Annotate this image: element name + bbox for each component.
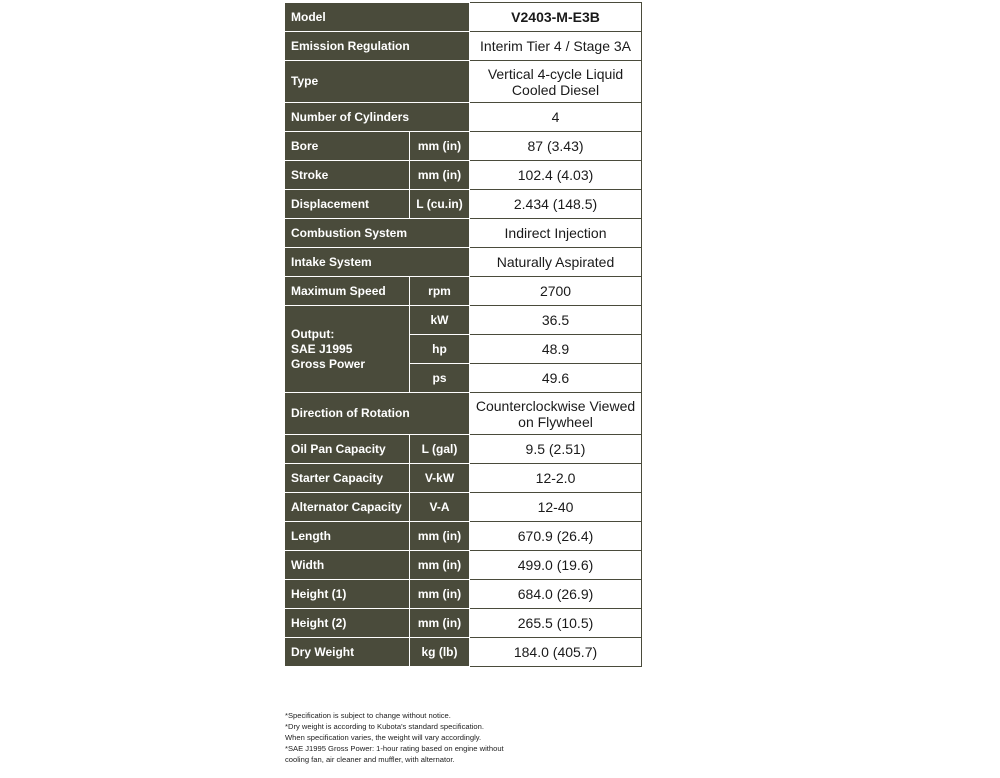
output-kw-unit: kW: [410, 306, 470, 335]
output-hp-unit: hp: [410, 335, 470, 364]
starter-unit: V-kW: [410, 464, 470, 493]
dry-weight-label: Dry Weight: [285, 638, 410, 667]
footnote: *SAE J1995 Gross Power: 1-hour rating based on engine without: [285, 744, 504, 753]
row-height2: [285, 609, 642, 638]
row-oil-pan: [285, 435, 642, 464]
footnote: When specification varies, the weight will vary accordingly.: [285, 733, 482, 742]
row-combustion: [285, 219, 642, 248]
stroke-label: Stroke: [285, 161, 410, 190]
displacement-label: Displacement: [285, 190, 410, 219]
dry-weight-value: 184.0 (405.7): [470, 638, 642, 667]
row-starter: [285, 464, 642, 493]
type-label: Type: [285, 61, 470, 103]
row-cylinders: [285, 103, 642, 132]
dry-weight-unit: kg (lb): [410, 638, 470, 667]
row-length: [285, 522, 642, 551]
row-emission: [285, 32, 642, 61]
type-value-line1: Vertical 4-cycle Liquid: [487, 65, 624, 82]
emission-label: Emission Regulation: [285, 32, 470, 61]
height2-label: Height (2): [285, 609, 410, 638]
max-speed-value: 2700: [470, 277, 642, 306]
output-ps-value: 49.6: [470, 364, 642, 393]
row-alternator: [285, 493, 642, 522]
bore-value: 87 (3.43): [470, 132, 642, 161]
starter-label: Starter Capacity: [285, 464, 410, 493]
output-hp-value: 48.9: [470, 335, 642, 364]
row-stroke: [285, 161, 642, 190]
height2-value: 265.5 (10.5): [470, 609, 642, 638]
displacement-value: 2.434 (148.5): [470, 190, 642, 219]
footnote: *Specification is subject to change without notice.: [285, 711, 451, 720]
height2-unit: mm (in): [410, 609, 470, 638]
alternator-label: Alternator Capacity: [285, 493, 410, 522]
output-kw-value: 36.5: [470, 306, 642, 335]
row-rotation: [285, 393, 642, 435]
alternator-value: 12-40: [470, 493, 642, 522]
output-label-line1: Output:: [291, 326, 335, 341]
rotation-value-line2: on Flywheel: [518, 413, 593, 430]
cylinders-label: Number of Cylinders: [285, 103, 470, 132]
starter-value: 12-2.0: [470, 464, 642, 493]
output-label-line2: SAE J1995: [291, 341, 353, 356]
height1-unit: mm (in): [410, 580, 470, 609]
oil-pan-label: Oil Pan Capacity: [285, 435, 410, 464]
row-height1: [285, 580, 642, 609]
model-label: Model: [285, 3, 470, 32]
type-value: [470, 61, 642, 103]
oil-pan-value: 9.5 (2.51): [470, 435, 642, 464]
stroke-unit: mm (in): [410, 161, 470, 190]
row-intake: [285, 248, 642, 277]
cylinders-value: 4: [470, 103, 642, 132]
intake-label: Intake System: [285, 248, 470, 277]
bore-label: Bore: [285, 132, 410, 161]
length-value: 670.9 (26.4): [470, 522, 642, 551]
row-max-speed: [285, 277, 642, 306]
intake-value: Naturally Aspirated: [470, 248, 642, 277]
alternator-unit: V-A: [410, 493, 470, 522]
model-value: V2403-M-E3B: [470, 3, 642, 32]
width-value: 499.0 (19.6): [470, 551, 642, 580]
width-label: Width: [285, 551, 410, 580]
length-unit: mm (in): [410, 522, 470, 551]
emission-value: Interim Tier 4 / Stage 3A: [470, 32, 642, 61]
output-label: [285, 306, 410, 393]
max-speed-unit: rpm: [410, 277, 470, 306]
row-bore: [285, 132, 642, 161]
footnotes: [285, 710, 645, 765]
displacement-unit: L (cu.in): [410, 190, 470, 219]
row-model: [285, 3, 642, 32]
output-label-line3: Gross Power: [291, 356, 366, 371]
bore-unit: mm (in): [410, 132, 470, 161]
row-displacement: [285, 190, 642, 219]
row-output-kw: [285, 306, 642, 335]
rotation-value: [470, 393, 642, 435]
rotation-label: Direction of Rotation: [285, 393, 470, 435]
combustion-value: Indirect Injection: [470, 219, 642, 248]
output-ps-unit: ps: [410, 364, 470, 393]
width-unit: mm (in): [410, 551, 470, 580]
row-dry-weight: [285, 638, 642, 667]
type-value-line2: Cooled Diesel: [511, 81, 600, 98]
footnote: cooling fan, air cleaner and muffler, with alternator.: [285, 755, 455, 764]
rotation-value-line1: Counterclockwise Viewed: [475, 397, 636, 414]
engine-spec-table: [284, 2, 642, 667]
stroke-value: 102.4 (4.03): [470, 161, 642, 190]
oil-pan-unit: L (gal): [410, 435, 470, 464]
height1-value: 684.0 (26.9): [470, 580, 642, 609]
height1-label: Height (1): [285, 580, 410, 609]
combustion-label: Combustion System: [285, 219, 470, 248]
max-speed-label: Maximum Speed: [285, 277, 410, 306]
row-width: [285, 551, 642, 580]
row-type: [285, 61, 642, 103]
length-label: Length: [285, 522, 410, 551]
footnote: *Dry weight is according to Kubota's standard specification.: [285, 722, 484, 731]
